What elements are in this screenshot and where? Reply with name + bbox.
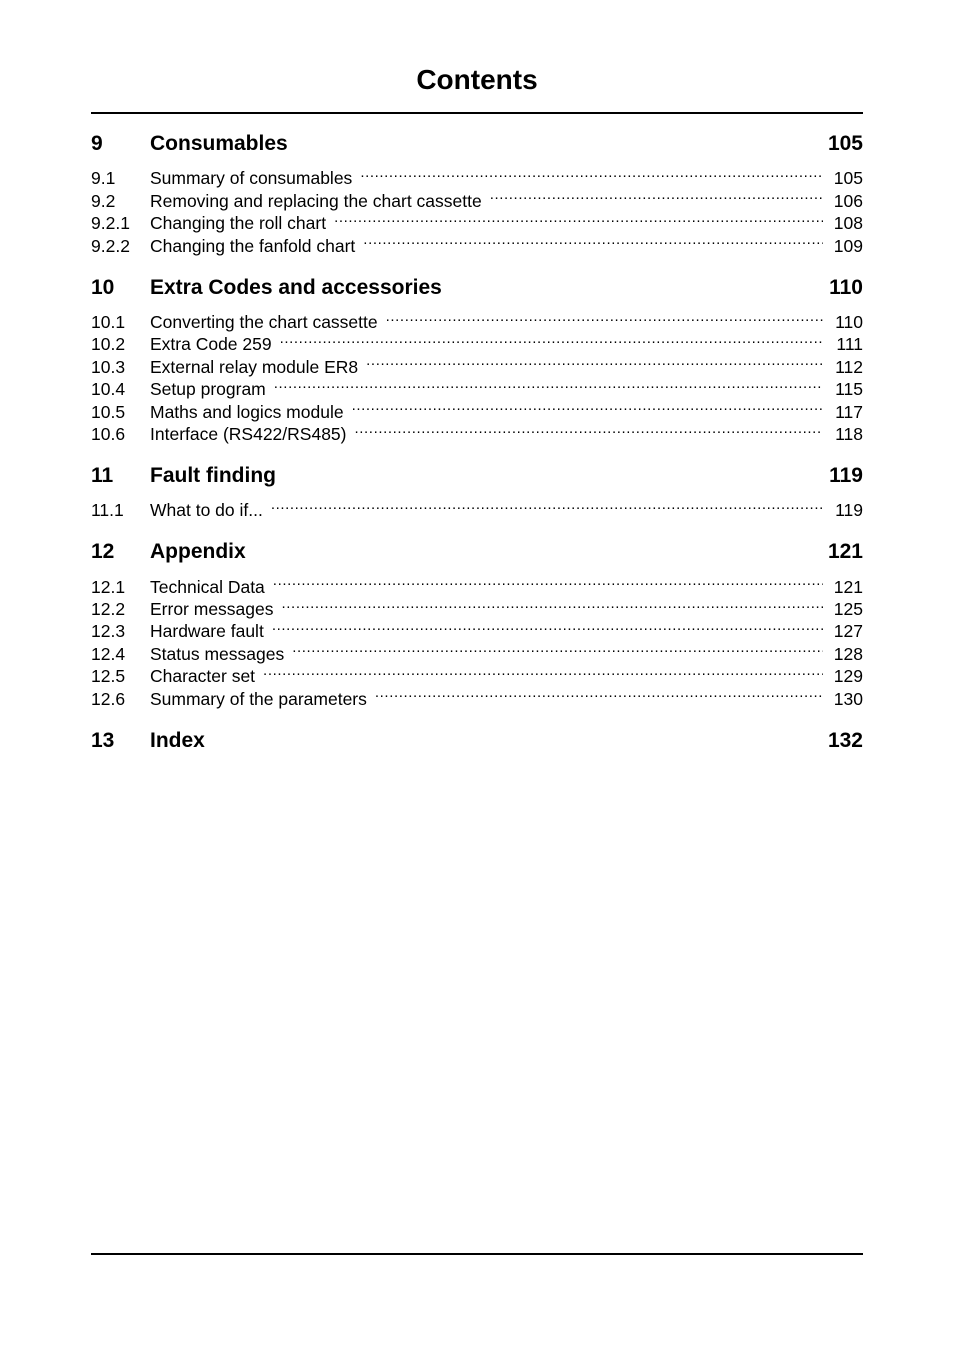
entry-title: Removing and replacing the chart cassette	[150, 190, 482, 211]
entry-title: Setup program	[150, 379, 266, 400]
toc-chapter	[91, 536, 863, 709]
chapter-title: Fault finding	[150, 463, 276, 487]
entry-title: Changing the roll chart	[150, 213, 327, 234]
entry-title: Summary of the parameters	[150, 688, 367, 709]
entry-title: Extra Code 259	[150, 334, 272, 355]
dot-leader	[292, 637, 823, 659]
dot-leader	[352, 395, 823, 417]
page-title: Contents	[416, 64, 538, 95]
entry-page-number: 112	[835, 356, 863, 377]
entry-page-number: 108	[833, 213, 863, 234]
entry-title: Character set	[150, 666, 256, 687]
entry-number: 10.5	[91, 401, 126, 422]
toc-entry[interactable]	[91, 570, 863, 597]
dot-leader	[366, 350, 823, 372]
toc-entry[interactable]	[91, 494, 863, 521]
entry-number: 12.2	[91, 599, 126, 620]
dot-leader	[386, 306, 823, 328]
chapter-number: 11	[91, 463, 114, 487]
entry-title: Error messages	[150, 599, 274, 620]
toc-chapter	[91, 460, 863, 521]
entry-title: Technical Data	[150, 576, 265, 597]
entry-number: 10.2	[91, 334, 126, 355]
entry-title: Changing the fanfold chart	[150, 235, 356, 256]
entry-page-number: 130	[833, 688, 863, 709]
chapter-page-number: 121	[827, 540, 863, 564]
dot-leader	[282, 593, 823, 615]
entry-number: 12.1	[91, 576, 126, 597]
entry-number: 12.4	[91, 643, 126, 664]
dot-leader	[375, 682, 823, 704]
chapter-title: Consumables	[150, 132, 288, 155]
entry-page-number: 115	[835, 379, 863, 400]
entry-number: 12.6	[91, 688, 126, 709]
toc-chapter-heading[interactable]	[91, 725, 863, 757]
chapter-page-number: 132	[827, 728, 863, 752]
chapter-title: Index	[150, 728, 205, 752]
toc-chapter	[91, 725, 863, 757]
toc-chapter-heading[interactable]	[91, 272, 863, 304]
entry-title: Hardware fault	[150, 621, 264, 642]
entry-page-number: 111	[836, 334, 863, 355]
dot-leader	[334, 207, 823, 229]
entry-number: 12.3	[91, 621, 126, 642]
toc-entry[interactable]	[91, 306, 863, 332]
entry-number: 10.4	[91, 379, 126, 400]
dot-leader	[272, 615, 823, 637]
top-divider	[91, 112, 863, 114]
dot-leader	[274, 373, 823, 395]
entry-number: 9.2	[91, 190, 116, 211]
entry-page-number: 128	[833, 643, 863, 664]
chapter-number: 12	[91, 540, 115, 564]
toc-chapter-heading[interactable]	[91, 128, 863, 160]
entry-number: 9.2.2	[91, 235, 130, 256]
toc-chapter	[91, 272, 863, 444]
entry-title: Converting the chart cassette	[150, 311, 378, 332]
dot-leader	[273, 570, 823, 592]
entry-title: Interface (RS422/RS485)	[150, 423, 347, 444]
entry-number: 10.3	[91, 356, 126, 377]
chapter-number: 13	[91, 728, 115, 752]
bottom-divider	[91, 1253, 863, 1255]
entry-number: 12.5	[91, 666, 126, 687]
entry-page-number: 106	[833, 190, 863, 211]
dot-leader	[263, 660, 823, 682]
entry-title: Maths and logics module	[150, 401, 344, 422]
chapter-page-number: 105	[827, 132, 863, 155]
entry-page-number: 109	[833, 235, 863, 256]
toc-chapter	[91, 128, 863, 256]
entry-number: 10.1	[91, 311, 126, 332]
table-of-contents	[91, 128, 863, 777]
chapter-number: 10	[91, 275, 115, 299]
entry-page-number: 118	[835, 423, 863, 444]
entry-page-number: 110	[835, 311, 863, 332]
entry-number: 9.2.1	[91, 213, 130, 234]
dot-leader	[490, 184, 823, 206]
chapter-page-number: 110	[829, 275, 863, 299]
dot-leader	[271, 494, 823, 516]
chapter-number: 9	[91, 132, 103, 155]
entry-page-number: 119	[835, 500, 863, 521]
toc-chapter-heading[interactable]	[91, 536, 863, 568]
chapter-title: Extra Codes and accessories	[150, 275, 442, 299]
chapter-title: Appendix	[150, 540, 246, 564]
dot-leader	[360, 162, 823, 184]
entry-page-number: 125	[833, 599, 863, 620]
dot-leader	[355, 418, 824, 440]
entry-number: 11.1	[91, 500, 124, 521]
entry-number: 10.6	[91, 423, 126, 444]
entry-page-number: 117	[835, 401, 863, 422]
toc-entry[interactable]	[91, 162, 863, 189]
dot-leader	[280, 328, 823, 350]
dot-leader	[363, 229, 823, 251]
entry-title: What to do if...	[150, 500, 263, 521]
toc-chapter-heading[interactable]	[91, 460, 863, 492]
entry-page-number: 121	[833, 576, 863, 597]
entry-number: 9.1	[91, 168, 116, 189]
chapter-page-number: 119	[829, 463, 863, 487]
entry-title: Summary of consumables	[150, 168, 353, 189]
entry-page-number: 105	[833, 168, 863, 189]
entry-title: Status messages	[150, 643, 285, 664]
entry-title: External relay module ER8	[150, 356, 359, 377]
entry-page-number: 127	[833, 621, 863, 642]
entry-page-number: 129	[833, 666, 863, 687]
